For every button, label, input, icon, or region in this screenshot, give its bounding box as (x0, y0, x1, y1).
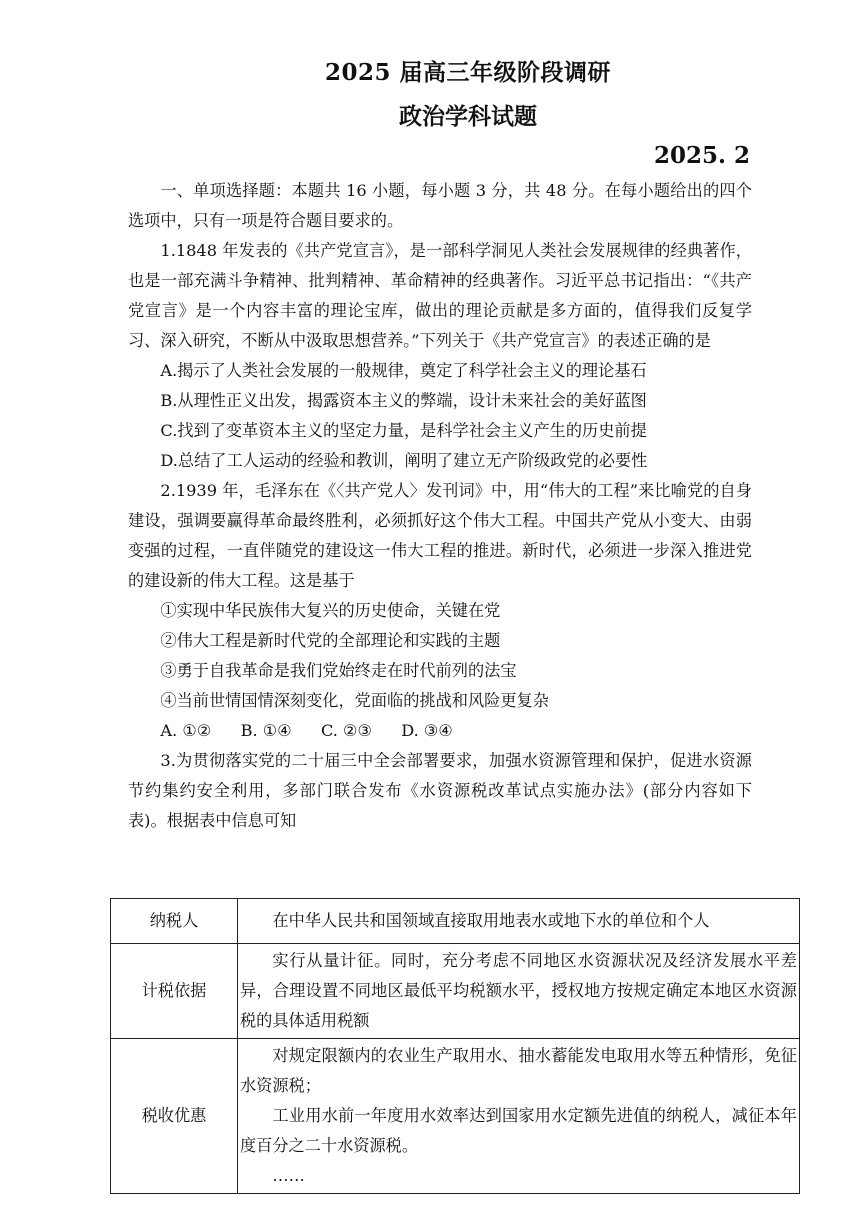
table-cell-text: 对规定限额内的农业生产取用水、抽水蓄能发电取用水等五种情形，免征水资源税； (240, 1046, 797, 1095)
table-cell-text: …… (272, 1166, 305, 1185)
table-cell-text: 工业用水前一年度用水效率达到国家用水定额先进值的纳税人，减征本年度百分之二十水资源税。 (240, 1106, 797, 1155)
question-2-option-a: A. ①② (160, 721, 212, 740)
question-2-statement-1: ①实现中华民族伟大复兴的历史使命，关键在党 (160, 601, 501, 620)
table-row (111, 944, 800, 1039)
exam-subtitle: 政治学科试题 (399, 103, 537, 130)
exam-date: 2025. 2 (653, 142, 750, 169)
table-row-label: 计税依据 (111, 944, 238, 1039)
table-cell-text: 在中华人民共和国领域直接取用地表水或地下水的单位和个人 (272, 911, 710, 930)
question-3-stem: 3.为贯彻落实党的二十届三中全会部署要求，加强水资源管理和保护，促进水资源节约集约安全利用，多部门联合发布《水资源税改革试点实施办法》(部分内容如下表)。根据表中信息可知 (128, 751, 752, 830)
question-1-option-d: D.总结了工人运动的经验和教训，阐明了建立无产阶级政党的必要性 (160, 451, 648, 470)
question-2-stem: 2.1939 年，毛泽东在《〈共产党人〉发刊词》中，用“伟大的工程”来比喻党的自身建设，强调要赢得革命最终胜利，必须抓好这个伟大工程。中国共产党从小变大、由弱变强的过程，一直伴随党的建设这一伟大工程的推进。新时代，必须进一步深入推进党的建设新的伟大工程。这是基于 (128, 481, 752, 590)
table-row-label: 税收优惠 (111, 1039, 238, 1194)
question-2-option-b: B. ①④ (240, 721, 292, 740)
table-row (111, 899, 800, 944)
table-row-content (238, 1039, 800, 1194)
table-row-content (238, 944, 800, 1039)
table-row-label: 纳税人 (111, 899, 238, 944)
question-2-statement-3: ③勇于自我革命是我们党始终走在时代前列的法宝 (160, 661, 517, 680)
question-2-options (128, 716, 752, 746)
question-2-option-d: D. ③④ (401, 721, 453, 740)
table-cell-text: 实行从量计征。同时，充分考虑不同地区水资源状况及经济发展水平差异，合理设置不同地区最低平均税额水平，授权地方按规定确定本地区水资源税的具体适用税额 (240, 951, 797, 1030)
section-intro: 一、单项选择题：本题共 16 小题，每小题 3 分，共 48 分。在每小题给出的四个选项中，只有一项是符合题目要求的。 (128, 181, 752, 230)
table-row (111, 1039, 800, 1194)
question-2-statement-2: ②伟大工程是新时代党的全部理论和实践的主题 (160, 631, 501, 650)
question-2-statement-4: ④当前世情国情深刻变化，党面临的挑战和风险更复杂 (160, 691, 549, 710)
tax-table (110, 898, 800, 1194)
question-1-stem: 1.1848 年发表的《共产党宣言》，是一部科学洞见人类社会发展规律的经典著作，也是一部充满斗争精神、批判精神、革命精神的经典著作。习近平总书记指出：“《共产党宣言》是一个内容丰富的理论宝库，做出的理论贡献是多方面的，值得我们反复学习、深入研究，不断从中汲取思想营养。”下列关于《共产党宣言》的表述正确的是 (128, 241, 752, 350)
table-row-content (238, 899, 800, 944)
exam-title: 2025 届高三年级阶段调研 (324, 59, 612, 86)
question-2-option-c: C. ②③ (320, 721, 373, 740)
question-1-option-c: C.找到了变革资本主义的坚定力量，是科学社会主义产生的历史前提 (160, 421, 647, 440)
exam-body (128, 176, 752, 836)
question-1-option-b: B.从理性正义出发，揭露资本主义的弊端，设计未来社会的美好蓝图 (160, 391, 647, 410)
question-1-option-a: A.揭示了人类社会发展的一般规律，奠定了科学社会主义的理论基石 (160, 361, 647, 380)
